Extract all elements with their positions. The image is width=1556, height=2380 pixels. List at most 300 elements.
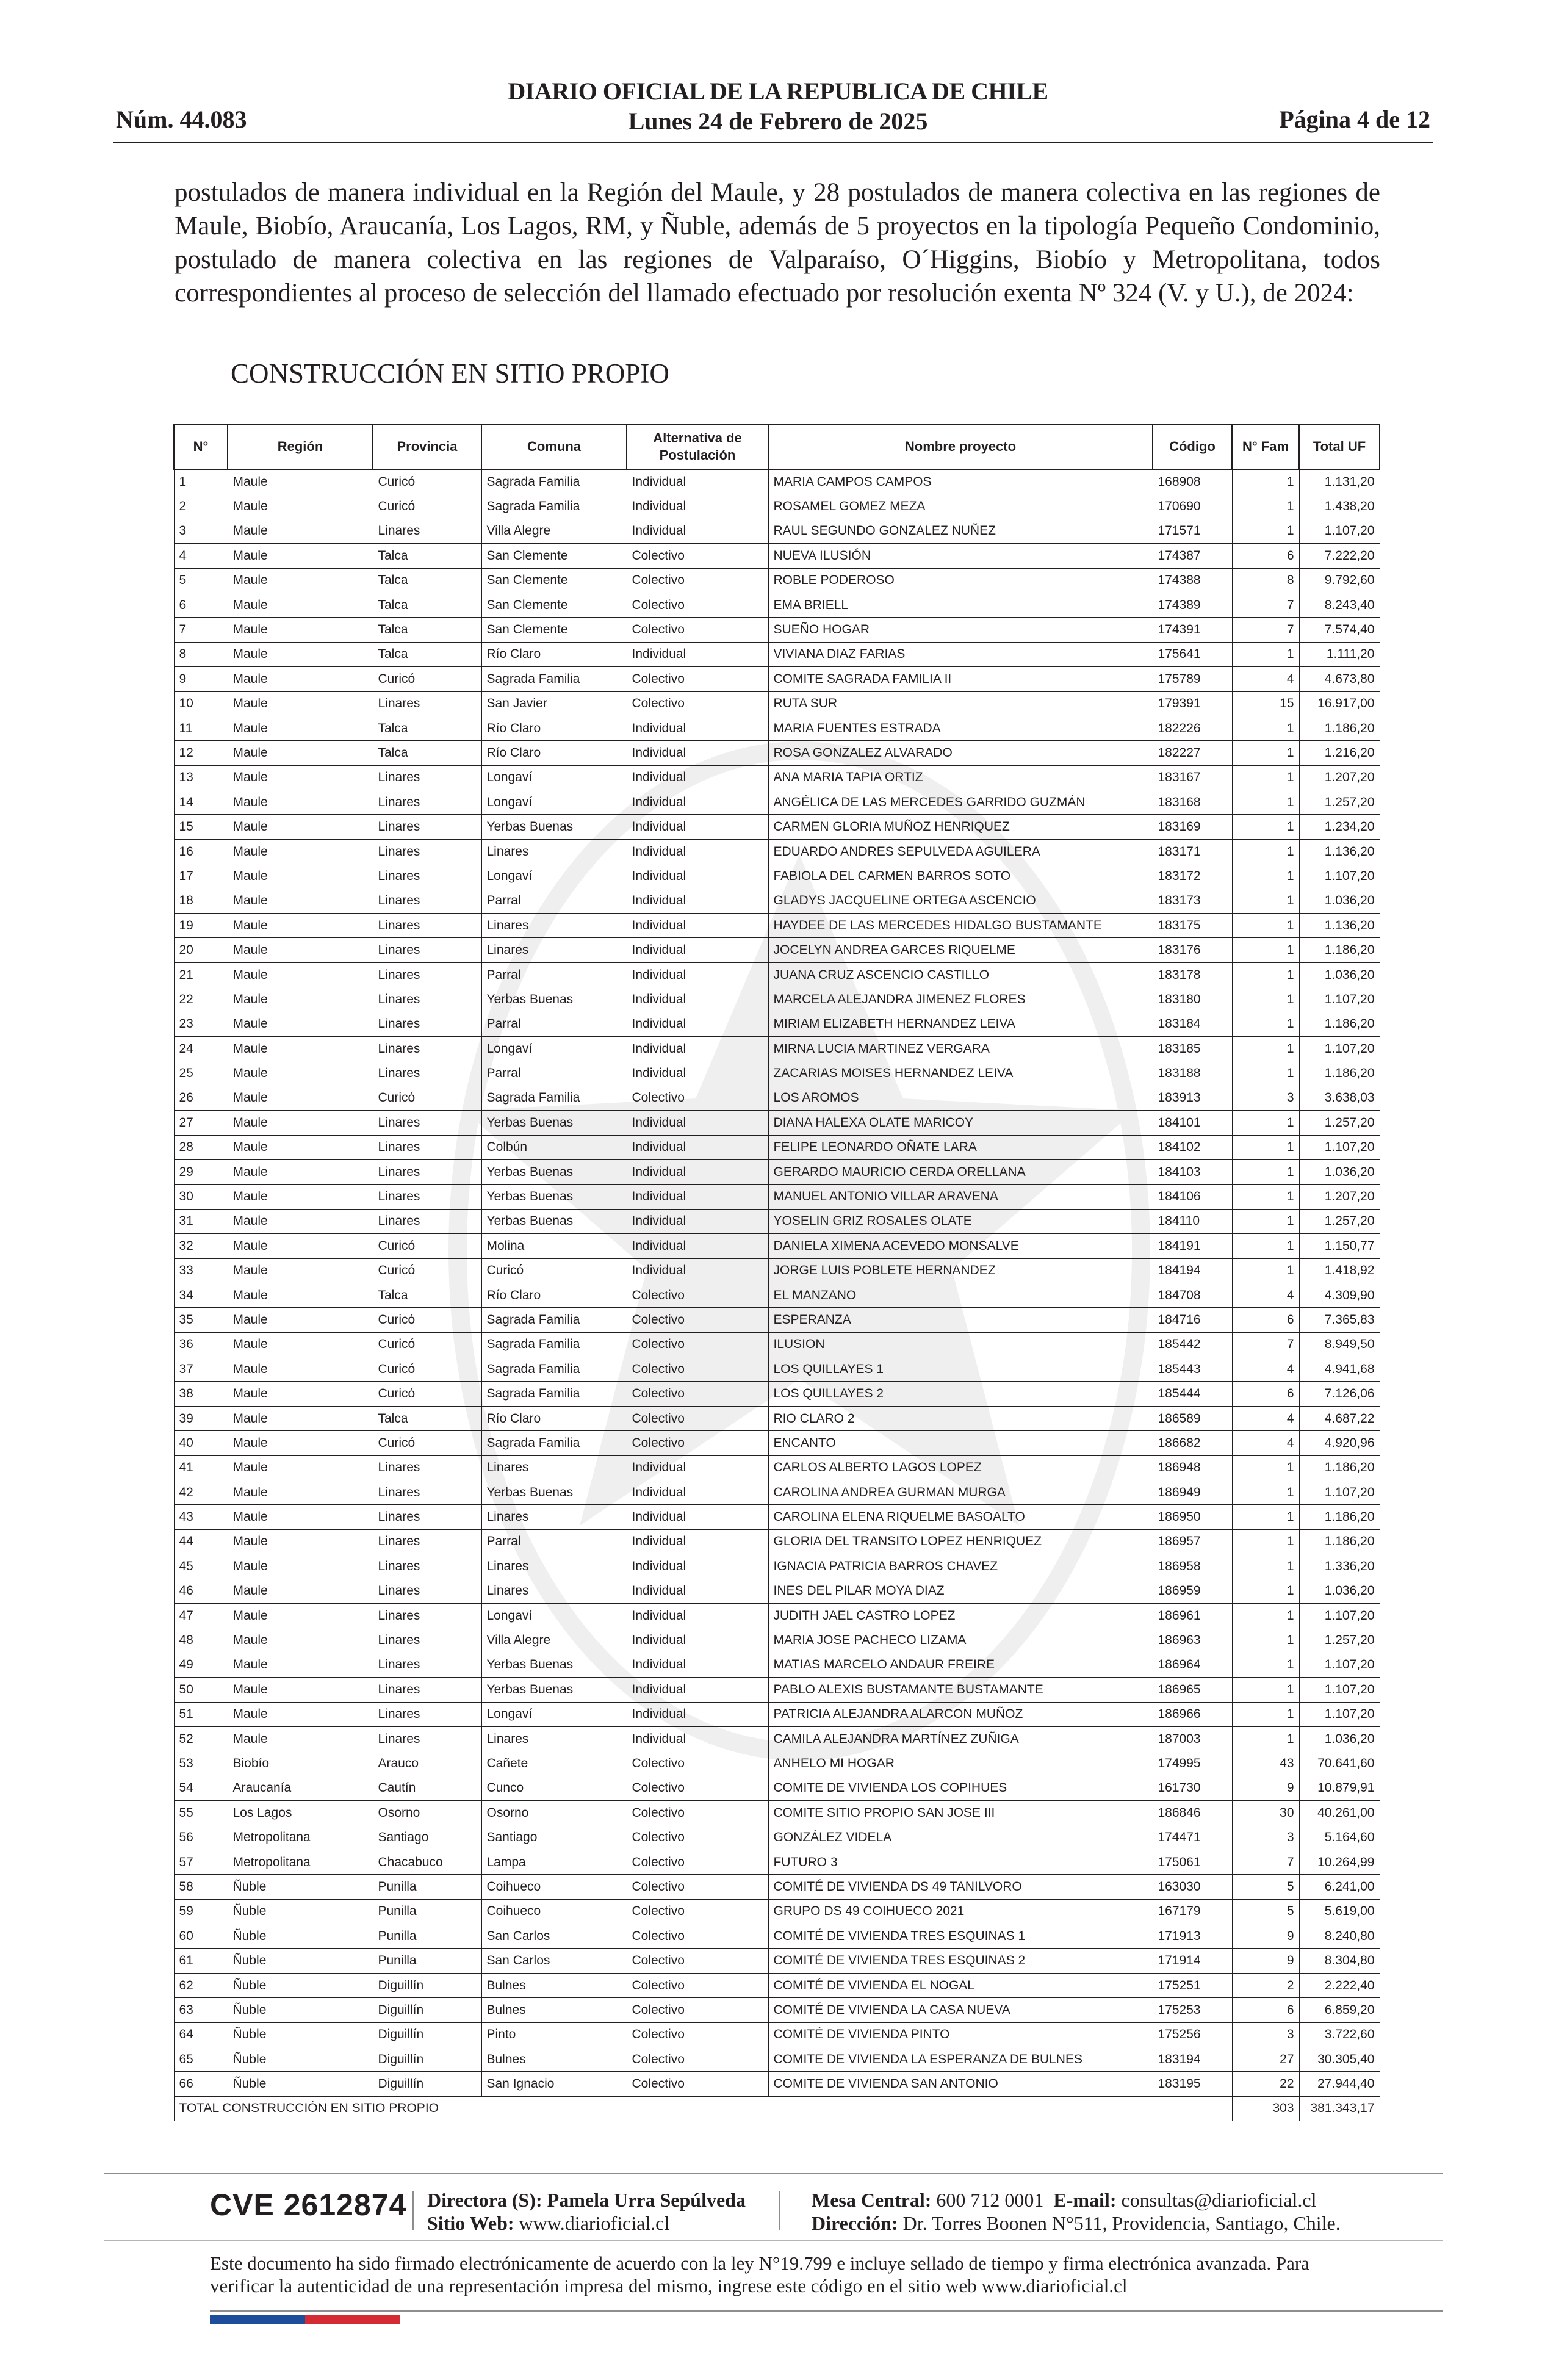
table-cell: Linares [481,1505,627,1529]
table-cell: Sagrada Familia [481,1357,627,1382]
table-row [174,642,1380,666]
table-cell: Maule [228,1258,373,1283]
table-total-row [174,2096,1380,2121]
table-cell: 184102 [1153,1135,1232,1159]
table-cell: 186949 [1153,1480,1232,1505]
table-cell: 63 [174,1998,228,2022]
table-cell: RUTA SUR [768,691,1153,716]
table-cell: FELIPE LEONARDO OÑATE LARA [768,1135,1153,1159]
table-cell: 184103 [1153,1159,1232,1184]
table-row [174,593,1380,617]
table-cell: 30 [1232,1801,1299,1825]
table-cell: 1 [1232,1159,1299,1184]
table-cell: 45 [174,1554,228,1579]
table-cell: 3 [1232,1825,1299,1850]
journal-title: DIARIO OFICIAL DE LA REPUBLICA DE CHILE [508,78,1048,105]
table-cell: GLORIA DEL TRANSITO LOPEZ HENRIQUEZ [768,1529,1153,1554]
table-cell: MARIA JOSE PACHECO LIZAMA [768,1628,1153,1653]
table-cell: 161730 [1153,1776,1232,1800]
table-cell: 44 [174,1529,228,1554]
table-cell: 174387 [1153,544,1232,568]
footer-separator-2 [779,2191,780,2230]
table-cell: 4.673,80 [1299,667,1380,691]
table-cell: 184194 [1153,1258,1232,1283]
table-cell: ROBLE PODEROSO [768,568,1153,593]
table-cell: Linares [373,1554,481,1579]
table-cell: Sagrada Familia [481,667,627,691]
table-cell: 1 [1232,716,1299,740]
table-cell: 24 [174,1036,228,1061]
table-cell: 22 [1232,2072,1299,2096]
table-cell: 1.186,20 [1299,1529,1380,1554]
table-cell: 1.186,20 [1299,1455,1380,1480]
table-cell: Linares [481,1726,627,1751]
table-cell: Colectivo [627,1924,768,1949]
table-cell: 5 [1232,1875,1299,1899]
table-row [174,1850,1380,1874]
table-cell: 174391 [1153,618,1232,642]
table-cell: Colectivo [627,618,768,642]
table-cell: 1.136,20 [1299,839,1380,864]
table-cell: Maule [228,519,373,543]
table-cell: 18 [174,889,228,913]
table-cell: 46 [174,1579,228,1603]
table-cell: Individual [627,815,768,839]
table-cell: 186961 [1153,1603,1232,1628]
table-cell: Individual [627,1185,768,1209]
table-cell: Individual [627,1529,768,1554]
table-cell: 15 [174,815,228,839]
table-cell: Maule [228,815,373,839]
table-cell: Colectivo [627,691,768,716]
table-cell: 183195 [1153,2072,1232,2096]
table-cell: Curicó [373,1382,481,1406]
table-cell: Longaví [481,864,627,889]
table-row [174,864,1380,889]
table-cell: Curicó [373,1332,481,1357]
table-cell: Colectivo [627,1332,768,1357]
table-cell: 1 [1232,1111,1299,1135]
table-cell: 1 [1232,1505,1299,1529]
table-row [174,1185,1380,1209]
table-cell: Maule [228,1234,373,1258]
table-cell: 2 [174,494,228,519]
table-cell: Sagrada Familia [481,494,627,519]
table-cell: Punilla [373,1924,481,1949]
table-cell: Maule [228,1283,373,1307]
table-cell: 1.216,20 [1299,741,1380,765]
table-cell: Maule [228,1505,373,1529]
table-cell: Yerbas Buenas [481,1185,627,1209]
table-cell: 5.619,00 [1299,1899,1380,1924]
table-cell: Linares [373,691,481,716]
table-cell: Linares [373,987,481,1012]
table-cell: 1 [1232,815,1299,839]
table-cell: Coihueco [481,1899,627,1924]
table-cell: 183175 [1153,914,1232,938]
table-cell: 23 [174,1012,228,1036]
table-cell: 1.186,20 [1299,1505,1380,1529]
table-cell: Linares [373,864,481,889]
table-cell: LOS AROMOS [768,1086,1153,1110]
table-cell: 168908 [1153,469,1232,494]
table-row [174,1012,1380,1036]
table-cell: 51 [174,1702,228,1726]
table-cell: Colectivo [627,1751,768,1776]
table-row [174,519,1380,543]
table-cell: MATIAS MARCELO ANDAUR FREIRE [768,1653,1153,1677]
table-row [174,1998,1380,2022]
table-cell: 1.036,20 [1299,1159,1380,1184]
table-cell: Maule [228,938,373,962]
table-cell: 3 [1232,1086,1299,1110]
table-cell: Linares [373,962,481,987]
table-cell: Individual [627,962,768,987]
table-cell: 183176 [1153,938,1232,962]
table-row [174,1308,1380,1332]
table-cell: Individual [627,1455,768,1480]
table-cell: COMITÉ DE VIVIENDA TRES ESQUINAS 2 [768,1949,1153,1973]
table-row [174,1382,1380,1406]
table-cell: 186965 [1153,1678,1232,1702]
table-cell: 6 [1232,1308,1299,1332]
table-cell: Individual [627,1726,768,1751]
table-cell: Linares [373,1480,481,1505]
table-row [174,1653,1380,1677]
mesa-phone: 600 712 0001 [936,2189,1044,2211]
table-row [174,1135,1380,1159]
table-cell: 49 [174,1653,228,1677]
table-cell: 1 [1232,962,1299,987]
table-cell: 1.036,20 [1299,889,1380,913]
table-cell: 11 [174,716,228,740]
col-header-provincia: Provincia [373,424,481,469]
table-cell: 29 [174,1159,228,1184]
table-cell: Individual [627,1209,768,1233]
table-cell: 1.336,20 [1299,1554,1380,1579]
table-cell: 8.304,80 [1299,1949,1380,1973]
table-cell: IGNACIA PATRICIA BARROS CHAVEZ [768,1554,1153,1579]
table-cell: Colectivo [627,1949,768,1973]
table-cell: Linares [373,1159,481,1184]
table-cell: 31 [174,1209,228,1233]
table-cell: 1.107,20 [1299,1603,1380,1628]
table-cell: Maule [228,1382,373,1406]
table-cell: Ñuble [228,1949,373,1973]
table-cell: Colectivo [627,593,768,617]
table-cell: 1 [1232,1234,1299,1258]
table-row [174,618,1380,642]
table-cell: Molina [481,1234,627,1258]
table-cell: Individual [627,864,768,889]
table-cell: 6 [1232,544,1299,568]
table-cell: Maule [228,568,373,593]
table-cell: 1 [1232,914,1299,938]
page-number: Página 4 de 12 [1279,106,1430,133]
table-cell: Maule [228,716,373,740]
table-cell: Talca [373,642,481,666]
table-cell: Individual [627,716,768,740]
table-cell: 1 [1232,938,1299,962]
table-cell: Biobío [228,1751,373,1776]
table-cell: RIO CLARO 2 [768,1406,1153,1430]
table-cell: Linares [373,1726,481,1751]
table-cell: 175641 [1153,642,1232,666]
table-cell: ESPERANZA [768,1308,1153,1332]
table-cell: Colectivo [627,1308,768,1332]
table-cell: 1.107,20 [1299,1678,1380,1702]
table-cell: Talca [373,741,481,765]
table-cell: Río Claro [481,1406,627,1430]
table-cell: Linares [373,1529,481,1554]
table-row [174,1751,1380,1776]
table-cell: Individual [627,938,768,962]
table-cell: COMITÉ DE VIVIENDA LA CASA NUEVA [768,1998,1153,2022]
table-row [174,1628,1380,1653]
table-cell: 1.107,20 [1299,864,1380,889]
table-cell: Curicó [373,469,481,494]
table-cell: Linares [373,938,481,962]
table-cell: Colectivo [627,1382,768,1406]
table-cell: Talca [373,568,481,593]
table-row [174,2072,1380,2096]
table-cell: Maule [228,1406,373,1430]
table-cell: Lampa [481,1850,627,1874]
table-row [174,1603,1380,1628]
table-row [174,1702,1380,1726]
table-cell: Maule [228,1628,373,1653]
table-cell: 175256 [1153,2022,1232,2047]
table-cell: Punilla [373,1949,481,1973]
table-cell: Curicó [481,1258,627,1283]
table-cell: Talca [373,1283,481,1307]
col-header-region: Región [228,424,373,469]
table-cell: 10.264,99 [1299,1850,1380,1874]
footer-bottom-divider [210,2310,1443,2312]
table-cell: Maule [228,667,373,691]
table-cell: Longaví [481,1702,627,1726]
table-cell: 186950 [1153,1505,1232,1529]
table-cell: Maule [228,1431,373,1455]
table-cell: ZACARIAS MOISES HERNANDEZ LEIVA [768,1061,1153,1086]
table-cell: Maule [228,1209,373,1233]
table-cell: Bulnes [481,1973,627,1997]
table-cell: 1 [1232,1135,1299,1159]
table-cell: PABLO ALEXIS BUSTAMANTE BUSTAMANTE [768,1678,1153,1702]
table-cell: MIRIAM ELIZABETH HERNANDEZ LEIVA [768,1012,1153,1036]
table-cell: Individual [627,1135,768,1159]
table-cell: Colectivo [627,1406,768,1430]
table-cell: 1 [1232,1529,1299,1554]
table-cell: ROSAMEL GOMEZ MEZA [768,494,1153,519]
table-cell: 5 [174,568,228,593]
table-row [174,667,1380,691]
table-cell: 183180 [1153,987,1232,1012]
table-cell: 1.150,77 [1299,1234,1380,1258]
table-body [174,469,1380,2096]
table-cell: 12 [174,741,228,765]
table-cell: 20 [174,938,228,962]
table-row [174,1899,1380,1924]
table-row [174,815,1380,839]
table-cell: Maule [228,1702,373,1726]
table-cell: 27 [1232,2047,1299,2072]
section-title: CONSTRUCCIÓN EN SITIO PROPIO [231,358,669,389]
table-cell: San Clemente [481,593,627,617]
table-cell: 1.107,20 [1299,519,1380,543]
table-cell: Maule [228,1579,373,1603]
table-cell: 184106 [1153,1185,1232,1209]
table-cell: Ñuble [228,2022,373,2047]
footer-director-block [427,2188,746,2235]
table-cell: FABIOLA DEL CARMEN BARROS SOTO [768,864,1153,889]
table-cell: Maule [228,1159,373,1184]
table-cell: Linares [373,1579,481,1603]
table-cell: 33 [174,1258,228,1283]
table-cell: Parral [481,1529,627,1554]
table-cell: 28 [174,1135,228,1159]
email-link[interactable]: consultas@diarioficial.cl [1121,2189,1317,2211]
table-cell: Maule [228,987,373,1012]
table-row [174,1973,1380,1997]
table-cell: Los Lagos [228,1801,373,1825]
table-cell: Sagrada Familia [481,1086,627,1110]
table-cell: DIANA HALEXA OLATE MARICOY [768,1111,1153,1135]
table-cell: Yerbas Buenas [481,1159,627,1184]
table-cell: COMITÉ DE VIVIENDA DS 49 TANILVORO [768,1875,1153,1899]
table-cell: Curicó [373,1086,481,1110]
table-cell: Villa Alegre [481,1628,627,1653]
table-cell: Yerbas Buenas [481,1480,627,1505]
table-cell: Maule [228,593,373,617]
site-link[interactable]: www.diarioficial.cl [519,2212,670,2234]
table-cell: 175253 [1153,1998,1232,2022]
table-cell: GERARDO MAURICIO CERDA ORELLANA [768,1159,1153,1184]
table-row [174,568,1380,593]
table-cell: Maule [228,1357,373,1382]
table-cell: Colectivo [627,1825,768,1850]
table-cell: Colectivo [627,2072,768,2096]
table-cell: Río Claro [481,741,627,765]
table-cell: 1.438,20 [1299,494,1380,519]
table-cell: 41 [174,1455,228,1480]
table-cell: Colectivo [627,1801,768,1825]
table-cell: Yerbas Buenas [481,1209,627,1233]
table-cell: COMITÉ DE VIVIENDA EL NOGAL [768,1973,1153,1997]
table-cell: 186846 [1153,1801,1232,1825]
table-cell: 70.641,60 [1299,1751,1380,1776]
table-cell: Individual [627,494,768,519]
table-cell: Colectivo [627,2022,768,2047]
table-cell: 6 [174,593,228,617]
table-cell: JUDITH JAEL CASTRO LOPEZ [768,1603,1153,1628]
table-cell: 6 [1232,1998,1299,2022]
table-cell: Individual [627,1702,768,1726]
table-cell: Individual [627,1012,768,1036]
table-cell: 30 [174,1185,228,1209]
table-row [174,1283,1380,1307]
table-row [174,938,1380,962]
table-cell: Maule [228,741,373,765]
table-cell: 167179 [1153,1899,1232,1924]
table-cell: Maule [228,642,373,666]
table-cell: ROSA GONZALEZ ALVARADO [768,741,1153,765]
table-cell: 56 [174,1825,228,1850]
table-row [174,1258,1380,1283]
table-cell: 35 [174,1308,228,1332]
director-label: Directora (S): [427,2189,542,2211]
table-cell: Linares [373,1455,481,1480]
table-cell: 27 [174,1111,228,1135]
table-cell: 9 [1232,1949,1299,1973]
table-cell: Individual [627,1554,768,1579]
table-cell: 183172 [1153,864,1232,889]
table-cell: Linares [373,1036,481,1061]
table-row [174,1529,1380,1554]
table-cell: 1.186,20 [1299,1061,1380,1086]
table-cell: Individual [627,1061,768,1086]
table-cell: Osorno [481,1801,627,1825]
table-cell: 1 [1232,1012,1299,1036]
table-cell: 174995 [1153,1751,1232,1776]
table-cell: Individual [627,519,768,543]
table-row [174,889,1380,913]
table-cell: Maule [228,1061,373,1086]
table-cell: Linares [373,1061,481,1086]
table-cell: 7 [1232,1332,1299,1357]
table-cell: 50 [174,1678,228,1702]
table-cell: 40.261,00 [1299,1801,1380,1825]
table-cell: 184716 [1153,1308,1232,1332]
table-cell: 59 [174,1899,228,1924]
table-cell: 30.305,40 [1299,2047,1380,2072]
table-cell: 9 [1232,1924,1299,1949]
table-cell: 182226 [1153,716,1232,740]
table-cell: COMITÉ DE VIVIENDA TRES ESQUINAS 1 [768,1924,1153,1949]
table-cell: 25 [174,1061,228,1086]
table-cell: MARIA CAMPOS CAMPOS [768,469,1153,494]
table-cell: Linares [373,1603,481,1628]
table-cell: Yerbas Buenas [481,1111,627,1135]
table-row [174,1801,1380,1825]
table-cell: Metropolitana [228,1850,373,1874]
table-cell: Linares [373,1012,481,1036]
table-cell: Individual [627,1505,768,1529]
table-cell: 174388 [1153,568,1232,593]
table-cell: JUANA CRUZ ASCENCIO CASTILLO [768,962,1153,987]
table-cell: Individual [627,642,768,666]
table-cell: Longaví [481,1036,627,1061]
address-value: Dr. Torres Boonen N°511, Providencia, Santiago, Chile. [902,2212,1341,2234]
footer-contact-block [812,2188,1341,2235]
table-cell: Individual [627,1234,768,1258]
table-row [174,1825,1380,1850]
table-cell: Maule [228,1332,373,1357]
email-label: E-mail: [1053,2189,1117,2211]
table-cell: 55 [174,1801,228,1825]
table-cell: 183168 [1153,790,1232,815]
table-row [174,1061,1380,1086]
table-cell: 1.234,20 [1299,815,1380,839]
table-cell: Sagrada Familia [481,1382,627,1406]
table-cell: 1.186,20 [1299,1012,1380,1036]
table-cell: Maule [228,469,373,494]
table-cell: 15 [1232,691,1299,716]
table-cell: FUTURO 3 [768,1850,1153,1874]
table-row [174,2047,1380,2072]
table-row [174,1678,1380,1702]
table-cell: Linares [373,790,481,815]
